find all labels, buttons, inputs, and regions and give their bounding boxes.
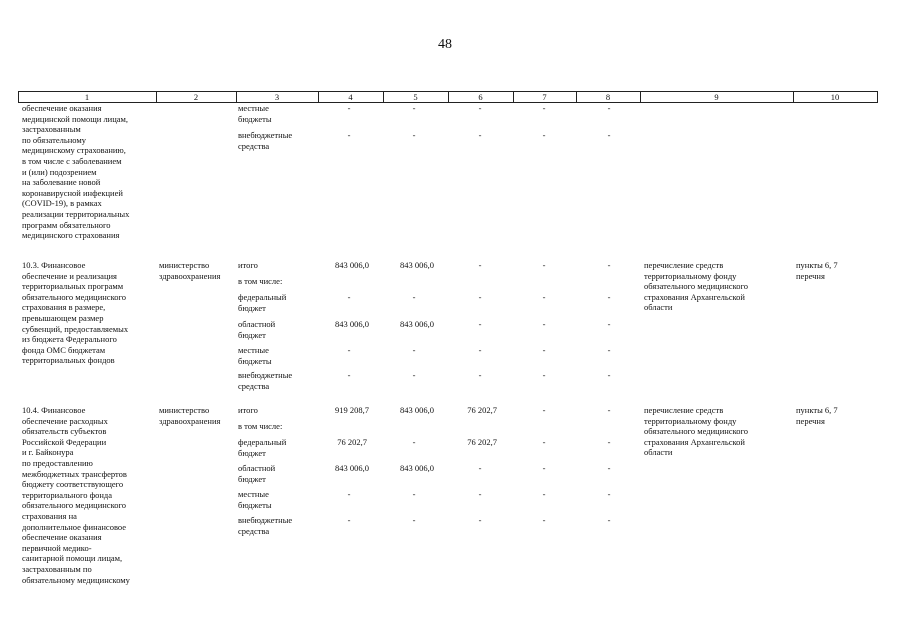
column-header: 5 — [413, 92, 418, 102]
value-cell: - — [542, 463, 546, 473]
value-cell: - — [607, 515, 611, 525]
value-cell: - — [347, 103, 351, 113]
value-cell: - — [607, 130, 611, 140]
funding-source-label: внебюджетные средства — [238, 130, 293, 151]
measure-description: 10.4. Финансовое обеспечение расходных обязательств субъектов Российской Федерации и г. Байконура по предоставлению межбюджетных трансфертов бюджету соответствующего территориального фонда обязательного медицинского страхования на дополнительное финансовое обеспечение оказания первичной медико- санитарной помощи лицам, застрахованным по обязательному медицинскому — [22, 405, 130, 585]
value-cell: - — [478, 319, 482, 329]
value-cell: 76 202,7 — [467, 437, 497, 447]
value-cell: - — [412, 292, 416, 302]
value-cell: - — [478, 292, 482, 302]
value-cell: - — [412, 437, 416, 447]
value-cell: - — [542, 370, 546, 380]
value-cell: - — [542, 489, 546, 499]
value-cell: - — [478, 463, 482, 473]
column-header: 9 — [714, 92, 719, 102]
value-cell: - — [542, 260, 546, 270]
value-cell: - — [478, 370, 482, 380]
measure-description: 10.3. Финансовое обеспечение и реализация территориальных программ обязательного медицинского страхования в размере, превышающем размер субвенций, предоставляемых из бюджета Федерального фонда ОМС бюджетам территориальных фондов — [22, 260, 129, 366]
value-cell: 76 202,7 — [467, 405, 497, 415]
value-cell: - — [542, 130, 546, 140]
value-cell: - — [542, 345, 546, 355]
value-cell: - — [478, 260, 482, 270]
value-cell: 843 006,0 — [400, 405, 434, 415]
list-points: пункты 6, 7 перечня — [796, 405, 838, 426]
value-cell: - — [347, 489, 351, 499]
funding-source-label: местные бюджеты — [238, 345, 272, 366]
funding-source-label: внебюджетные средства — [238, 370, 293, 391]
value-cell: - — [347, 515, 351, 525]
value-cell: 919 208,7 — [335, 405, 369, 415]
funding-source-label: итого — [238, 405, 258, 415]
value-cell: - — [607, 463, 611, 473]
value-cell: - — [607, 370, 611, 380]
value-cell: 843 006,0 — [400, 319, 434, 329]
funding-source-label: внебюджетные средства — [238, 515, 293, 536]
value-cell: - — [347, 370, 351, 380]
funding-source-label: в том числе: — [238, 276, 283, 286]
value-cell: - — [412, 103, 416, 113]
funding-source-label: местные бюджеты — [238, 103, 272, 124]
value-cell: - — [542, 437, 546, 447]
value-cell: - — [542, 319, 546, 329]
column-header: 4 — [348, 92, 353, 102]
value-cell: 843 006,0 — [400, 260, 434, 270]
value-cell: - — [412, 370, 416, 380]
measure-description: обеспечение оказания медицинской помощи лицам, застрахованным по обязательному медицинскому страхованию, в том числе с заболеванием и (или) подозрением на заболевание новой коронавирусной инфекцией (COVID-19), в рамках реализации территориальных программ обязательного медицинского страхования — [22, 103, 130, 241]
value-cell: - — [607, 489, 611, 499]
value-cell: 843 006,0 — [335, 319, 369, 329]
executor: министерство здравоохранения — [159, 260, 221, 281]
value-cell: - — [542, 292, 546, 302]
value-cell: - — [347, 130, 351, 140]
column-header: 10 — [830, 92, 840, 102]
value-cell: - — [607, 345, 611, 355]
value-cell: - — [347, 292, 351, 302]
expected-result: перечисление средств территориальному фонду обязательного медицинского страхования Архангельской области — [644, 405, 749, 458]
value-cell: - — [478, 130, 482, 140]
value-cell: - — [542, 515, 546, 525]
value-cell: - — [412, 515, 416, 525]
header-divider — [877, 91, 878, 103]
funding-source-label: федеральный бюджет — [238, 292, 287, 313]
column-header: 1 — [84, 92, 90, 102]
value-cell: - — [607, 292, 611, 302]
value-cell: 843 006,0 — [400, 463, 434, 473]
value-cell: - — [542, 405, 546, 415]
value-cell: 76 202,7 — [337, 437, 367, 447]
executor: министерство здравоохранения — [159, 405, 221, 426]
value-cell: 843 006,0 — [335, 260, 369, 270]
funding-source-label: местные бюджеты — [238, 489, 272, 510]
value-cell: - — [607, 319, 611, 329]
value-cell: - — [412, 130, 416, 140]
funding-source-label: областной бюджет — [238, 319, 276, 340]
funding-source-label: областной бюджет — [238, 463, 276, 484]
expected-result: перечисление средств территориальному фонду обязательного медицинского страхования Архангельской области — [644, 260, 749, 313]
funding-source-label: федеральный бюджет — [238, 437, 287, 458]
column-header: 7 — [542, 92, 547, 102]
funding-source-label: итого — [238, 260, 258, 270]
value-cell: - — [607, 260, 611, 270]
value-cell: - — [607, 437, 611, 447]
page-number: 48 — [438, 37, 452, 52]
value-cell: - — [478, 103, 482, 113]
column-header: 3 — [274, 92, 280, 102]
value-cell: - — [478, 345, 482, 355]
list-points: пункты 6, 7 перечня — [796, 260, 838, 281]
value-cell: - — [412, 345, 416, 355]
value-cell: - — [607, 405, 611, 415]
funding-source-label: в том числе: — [238, 421, 283, 431]
value-cell: 843 006,0 — [335, 463, 369, 473]
column-header: 2 — [193, 92, 199, 102]
value-cell: - — [347, 345, 351, 355]
value-cell: - — [478, 515, 482, 525]
value-cell: - — [542, 103, 546, 113]
column-header: 6 — [478, 92, 483, 102]
value-cell: - — [607, 103, 611, 113]
value-cell: - — [478, 489, 482, 499]
value-cell: - — [412, 489, 416, 499]
column-header: 8 — [605, 92, 611, 102]
